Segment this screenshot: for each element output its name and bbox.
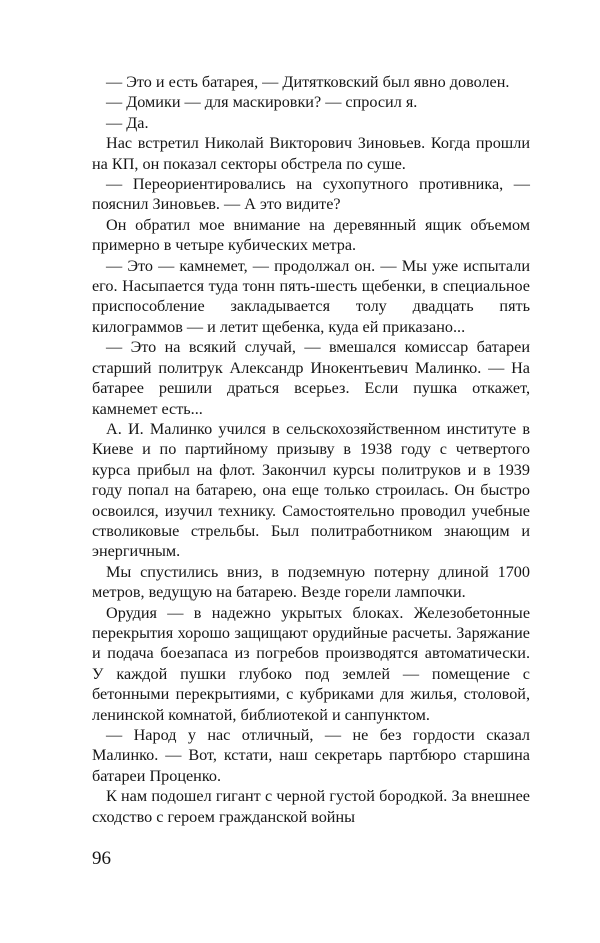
- page-number: 96: [92, 848, 111, 869]
- page-text: [92, 72, 530, 827]
- paragraph-10: Мы спустились вниз, в подземную потерну длиной 1700 метров, ведущую на батарею. Везде горели лампочки.: [92, 562, 530, 602]
- paragraph-11: Орудия — в надежно укрытых блоках. Железобетонные перекрытия хорошо защищают орудийные расчеты. Заряжание и подача боезапаса из погребов производятся автоматически. У каждой пушки глубоко под землей — помещение с бетонными перекрытиями, с кубриками для жилья, столовой, ленинской комнатой, библиотекой и санпунктом.: [92, 603, 530, 724]
- paragraph-4: Нас встретил Николай Викторович Зиновьев. Когда прошли на КП, он показал секторы обстрела по суше.: [92, 134, 530, 173]
- paragraph-6: Он обратил мое внимание на деревянный ящик объемом примерно в четыре кубических метра.: [92, 215, 530, 255]
- paragraph-13: К нам подошел гигант с черной густой бородкой. За внешнее сходство с героем гражданской войны: [92, 787, 530, 826]
- paragraph-9: А. И. Малинко учился в сельскохозяйственном институте в Киеве и по партийному призыву в 1938 году с четвертого курса прибыл на флот. Закончил курсы политруков и в 1939 году попал на батарею, она еще только строилась. Он быстро освоился, изучил технику. Самостоятельно проводил учебные стволиковые стрельбы. Был политработником знающим и энергичным.: [92, 419, 530, 561]
- paragraph-1: — Это и есть батарея, — Дитятковский был явно доволен.: [106, 73, 510, 91]
- paragraph-8: — Это на всякий случай, — вмешался комиссар батареи старший политрук Александр Инокентьевич Малинко. — На батарее решили драться всерьез. Если пушка откажет, камнемет есть...: [92, 338, 530, 418]
- paragraph-2: — Домики — для маскировки? — спросил я.: [106, 93, 418, 112]
- paragraph-5: — Переориентировались на сухопутного противника, — пояснил Зиновьев. — А это видите?: [92, 175, 530, 214]
- paragraph-3: — Да.: [106, 113, 149, 132]
- paragraph-7: — Это — камнемет, — продолжал он. — Мы уже испытали его. Насыпается туда тонн пять-шесть щебенки, в специальное приспособление закладывается толу двадцать пять килограммов — и летит щебенка, куда ей приказано...: [92, 256, 530, 336]
- paragraph-12: — Народ у нас отличный, — не без гордости сказал Малинко. — Вот, кстати, наш секретарь партбюро старшина батареи Проценко.: [92, 726, 530, 785]
